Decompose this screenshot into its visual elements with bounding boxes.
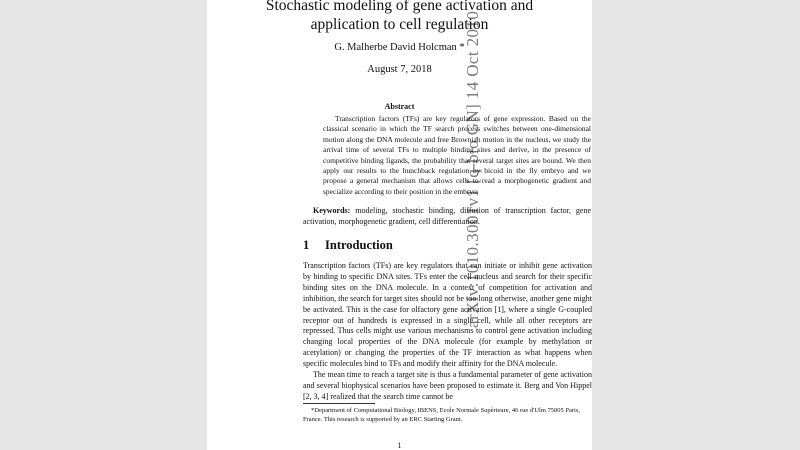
paper-page [207, 0, 592, 450]
paper-authors: G. Malherbe David Holcman * [334, 42, 465, 53]
section-heading-introduction [303, 238, 393, 253]
section-title: Introduction [325, 238, 393, 252]
keywords-label: Keywords: [313, 206, 351, 215]
section-number: 1 [303, 238, 310, 252]
footnote-divider [303, 403, 375, 404]
keywords-text: modeling, stochastic binding, diffusion of transcription factor, gene activation, morphogenetic gradient, cell differentiation. [303, 206, 591, 226]
keywords [303, 206, 591, 227]
introduction-body [303, 261, 592, 403]
abstract-heading: Abstract [384, 102, 415, 111]
page-number: 1 [397, 441, 402, 450]
title-line-1: Stochastic modeling of gene activation and [265, 0, 534, 14]
arxiv-identifier-stamp: arXiv:1010.3001v1 [q-bio.GN] 14 Oct 2010 [463, 10, 482, 328]
paper-title [207, 0, 592, 34]
intro-paragraph-1: Transcription factors (TFs) are key regulators that can initiate or inhibit gene activation by binding to specific DNA sites. TFs enter the cell nucleus and search for their specific binding sites on the DNA molecule. In a context of competition for activation and inhibition, the search for target sites should not be too long otherwise, another gene might be activated. This is the case for olfactory gene activation [1], where a single G-coupled receptor out of hundreds is expressed in a single cell, while all other receptors are repressed. Thus cells might use various mechanisms to control gene activation including changing local properties of the DNA molecule (for example by methylation or acetylation) or changing the properties of the TF interaction as what happens when specific molecules bind to TFs and modify their affinity for the DNA molecule. [303, 261, 592, 369]
title-line-2: application to cell regulation [310, 16, 489, 33]
intro-paragraph-2: The mean time to reach a target site is thus a fundamental parameter of gene activation and several biophysical scenarios have been proposed to estimate it. Berg and Von Hippel [2, 3, 4] realized that the search time cannot be [303, 370, 592, 401]
footnote: *Department of Computational Biology, IBENS, Ecole Normale Supérieure, 46 rue d'Ulm 75005 Paris, France. This research is supported by an ERC Starting Grant. [303, 407, 581, 423]
abstract-text: Transcription factors (TFs) are key regulators of gene expression. Based on the classical scenario in which the TF search process switches between one-dimensional motion along the DNA molecule and free Brownian motion in the nucleus, we study the arrival time of several TFs to multiple binding sites and derive, in the presence of competitive binding ligands, the probability that several target sites are bound. We then apply our results to the hunchback regulation by bicoid in the fly embryo and we propose a general mechanism that allows cells to read a morphogenetic gradient and specialize according to their position in the embryo. [323, 114, 591, 196]
paper-date: August 7, 2018 [367, 64, 432, 75]
